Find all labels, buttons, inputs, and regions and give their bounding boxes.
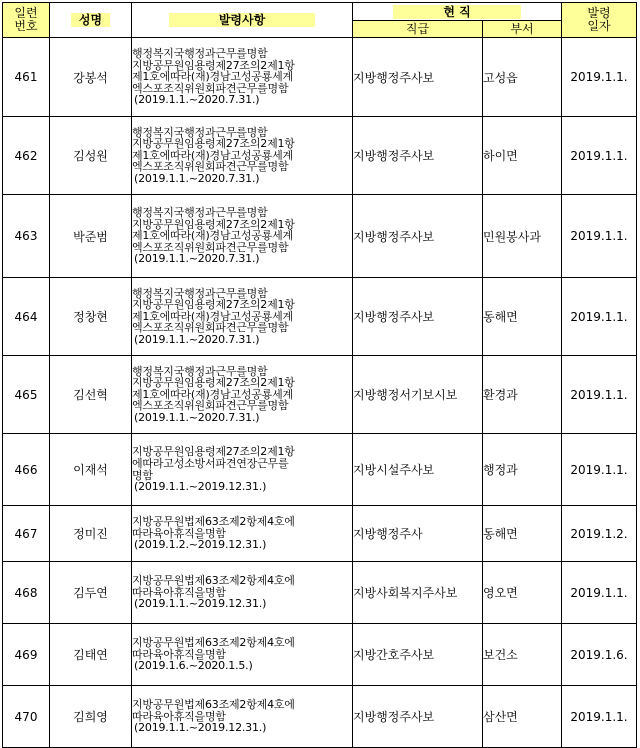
table-row (3, 434, 637, 506)
department-cell: 보건소 (483, 624, 562, 686)
order-date-cell: 2019.1.1. (562, 195, 637, 278)
order-detail-line: (2019.1.1.~2020.7.31.) (134, 93, 260, 107)
department-cell: 영오면 (483, 562, 562, 624)
order-detail-line: 지방공무원임용령제27조의2제1항 (132, 137, 295, 151)
order-detail-cell (132, 624, 353, 686)
table-header (3, 3, 637, 38)
header-current (353, 3, 562, 21)
header-dept: 부서 (483, 21, 562, 38)
order-detail-line: 행정복지국행정과근무를명함 (132, 364, 268, 378)
serial-number-cell: 466 (3, 434, 50, 506)
department-cell: 고성읍 (483, 38, 562, 117)
header-date-line2: 일자 (587, 19, 611, 33)
order-detail-line: (2019.1.1.~2019.12.31.) (134, 721, 267, 735)
person-name-cell: 박준범 (50, 195, 132, 278)
rank-cell: 지방행정주사보 (353, 117, 483, 195)
order-detail-line: 엑스포조직위원회파견근무를명함 (132, 240, 289, 254)
order-detail-line: 제1호에따라(재)경남고성공룡세계 (132, 229, 293, 243)
personnel-order-table (2, 2, 637, 748)
order-detail-line: 지방공무원임용령제27조의2제1항 (132, 58, 295, 72)
rank-cell: 지방시설주사보 (353, 434, 483, 506)
table-row (3, 686, 637, 748)
order-detail-line: 지방공무원임용령제27조의2제1항 (132, 298, 295, 312)
serial-number-cell: 465 (3, 356, 50, 434)
person-name-cell: 강봉석 (50, 38, 132, 117)
order-detail-cell (132, 356, 353, 434)
header-rank: 직급 (353, 21, 483, 38)
order-date-cell: 2019.1.1. (562, 686, 637, 748)
table-row (3, 624, 637, 686)
order-detail-cell (132, 686, 353, 748)
order-detail-line: 행정복지국행정과근무를명함 (132, 206, 268, 220)
person-name-cell: 정미진 (50, 506, 132, 562)
order-detail-line: (2019.1.1.~2020.7.31.) (134, 410, 260, 424)
serial-number-cell: 464 (3, 278, 50, 356)
order-detail-line: (2019.1.2.~2019.12.31.) (134, 538, 267, 552)
person-name-cell: 이재석 (50, 434, 132, 506)
order-detail-line: (2019.1.1.~2020.7.31.) (134, 252, 260, 266)
person-name-cell: 김태연 (50, 624, 132, 686)
header-serial-line1: 일련 (14, 6, 38, 20)
serial-number-cell: 463 (3, 195, 50, 278)
order-date-cell: 2019.1.1. (562, 356, 637, 434)
order-detail-line: 따라육아휴직을명함 (132, 526, 226, 540)
serial-number-cell: 462 (3, 117, 50, 195)
header-name (50, 3, 132, 38)
rank-cell: 지방행정주사보 (353, 686, 483, 748)
table-row (3, 356, 637, 434)
header-serial-line2: 번호 (14, 19, 38, 33)
order-date-cell: 2019.1.1. (562, 117, 637, 195)
table-row (3, 38, 637, 117)
order-detail-cell (132, 117, 353, 195)
order-detail-line: 따라육아휴직을명함 (132, 709, 226, 723)
table-row (3, 117, 637, 195)
order-detail-line: (2019.1.1.~2020.7.31.) (134, 171, 260, 185)
rank-cell: 지방행정주사 (353, 506, 483, 562)
header-order-label: 발령사항 (169, 13, 315, 27)
order-detail-cell (132, 434, 353, 506)
department-cell: 행정과 (483, 434, 562, 506)
order-date-cell: 2019.1.1. (562, 434, 637, 506)
order-detail-cell (132, 38, 353, 117)
person-name-cell: 김성원 (50, 117, 132, 195)
order-date-cell: 2019.1.1. (562, 38, 637, 117)
order-detail-line: 엑스포조직위원회파견근무를명함 (132, 321, 289, 335)
person-name-cell: 김선혁 (50, 356, 132, 434)
order-detail-line: 지방공무원임용령제27조의2제1항 (132, 445, 295, 459)
rank-cell: 지방행정주사보 (353, 278, 483, 356)
table-row (3, 506, 637, 562)
serial-number-cell: 461 (3, 38, 50, 117)
order-detail-line: (2019.1.1.~2019.12.31.) (134, 480, 267, 494)
order-detail-line: 지방공무원임용령제27조의2제1항 (132, 217, 295, 231)
table-row (3, 278, 637, 356)
order-detail-cell (132, 562, 353, 624)
order-detail-line: 지방공무원법제63조제2항제4호에 (132, 636, 295, 650)
header-date-line1: 발령 (587, 6, 611, 20)
order-detail-cell (132, 506, 353, 562)
department-cell: 민원봉사과 (483, 195, 562, 278)
department-cell: 동해면 (483, 506, 562, 562)
order-detail-cell (132, 278, 353, 356)
order-detail-line: 지방공무원법제63조제2항제4호에 (132, 574, 295, 588)
order-detail-line: 지방공무원법제63조제2항제4호에 (132, 698, 295, 712)
order-date-cell: 2019.1.1. (562, 278, 637, 356)
order-detail-line: 행정복지국행정과근무를명함 (132, 286, 268, 300)
order-detail-line: 명함 (132, 468, 153, 482)
order-detail-line: (2019.1.1.~2019.12.31.) (134, 597, 267, 611)
person-name-cell: 김희영 (50, 686, 132, 748)
order-detail-line: 제1호에따라(재)경남고성공룡세계 (132, 387, 293, 401)
serial-number-cell: 468 (3, 562, 50, 624)
order-detail-cell (132, 195, 353, 278)
order-detail-line: 제1호에따라(재)경남고성공룡세계 (132, 309, 293, 323)
order-detail-line: 제1호에따라(재)경남고성공룡세계 (132, 148, 293, 162)
order-detail-line: 지방공무원임용령제27조의2제1항 (132, 376, 295, 390)
rank-cell: 지방간호주사보 (353, 624, 483, 686)
order-detail-line: 엑스포조직위원회파견근무를명함 (132, 160, 289, 174)
order-detail-line: 지방공무원법제63조제2항제4호에 (132, 515, 295, 529)
rank-cell: 지방행정서기보시보 (353, 356, 483, 434)
serial-number-cell: 467 (3, 506, 50, 562)
order-detail-line: 엑스포조직위원회파견근무를명함 (132, 399, 289, 413)
department-cell: 환경과 (483, 356, 562, 434)
order-detail-line: 에따라고성소방서파견연장근무를 (132, 456, 289, 470)
department-cell: 동해면 (483, 278, 562, 356)
order-detail-line: 엑스포조직위원회파견근무를명함 (132, 81, 289, 95)
header-name-label: 성명 (71, 13, 110, 27)
order-detail-line: 따라육아휴직을명함 (132, 585, 226, 599)
department-cell: 하이면 (483, 117, 562, 195)
table-row (3, 195, 637, 278)
person-name-cell: 정창현 (50, 278, 132, 356)
header-serial (3, 3, 50, 38)
header-date (562, 3, 637, 38)
rank-cell: 지방사회복지주사보 (353, 562, 483, 624)
order-date-cell: 2019.1.2. (562, 506, 637, 562)
order-detail-line: (2019.1.6.~2020.1.5.) (134, 659, 253, 673)
order-detail-line: 행정복지국행정과근무를명함 (132, 47, 268, 61)
order-detail-line: 행정복지국행정과근무를명함 (132, 125, 268, 139)
order-detail-line: 제1호에따라(재)경남고성공룡세계 (132, 70, 293, 84)
order-date-cell: 2019.1.6. (562, 624, 637, 686)
header-order (132, 3, 353, 38)
rank-cell: 지방행정주사보 (353, 195, 483, 278)
table-body (3, 38, 637, 748)
header-current-label: 현 직 (393, 5, 520, 19)
table-row (3, 562, 637, 624)
person-name-cell: 김두연 (50, 562, 132, 624)
order-detail-line: 따라육아휴직을명함 (132, 647, 226, 661)
order-date-cell: 2019.1.1. (562, 562, 637, 624)
serial-number-cell: 469 (3, 624, 50, 686)
serial-number-cell: 470 (3, 686, 50, 748)
order-detail-line: (2019.1.1.~2020.7.31.) (134, 332, 260, 346)
rank-cell: 지방행정주사보 (353, 38, 483, 117)
department-cell: 삼산면 (483, 686, 562, 748)
